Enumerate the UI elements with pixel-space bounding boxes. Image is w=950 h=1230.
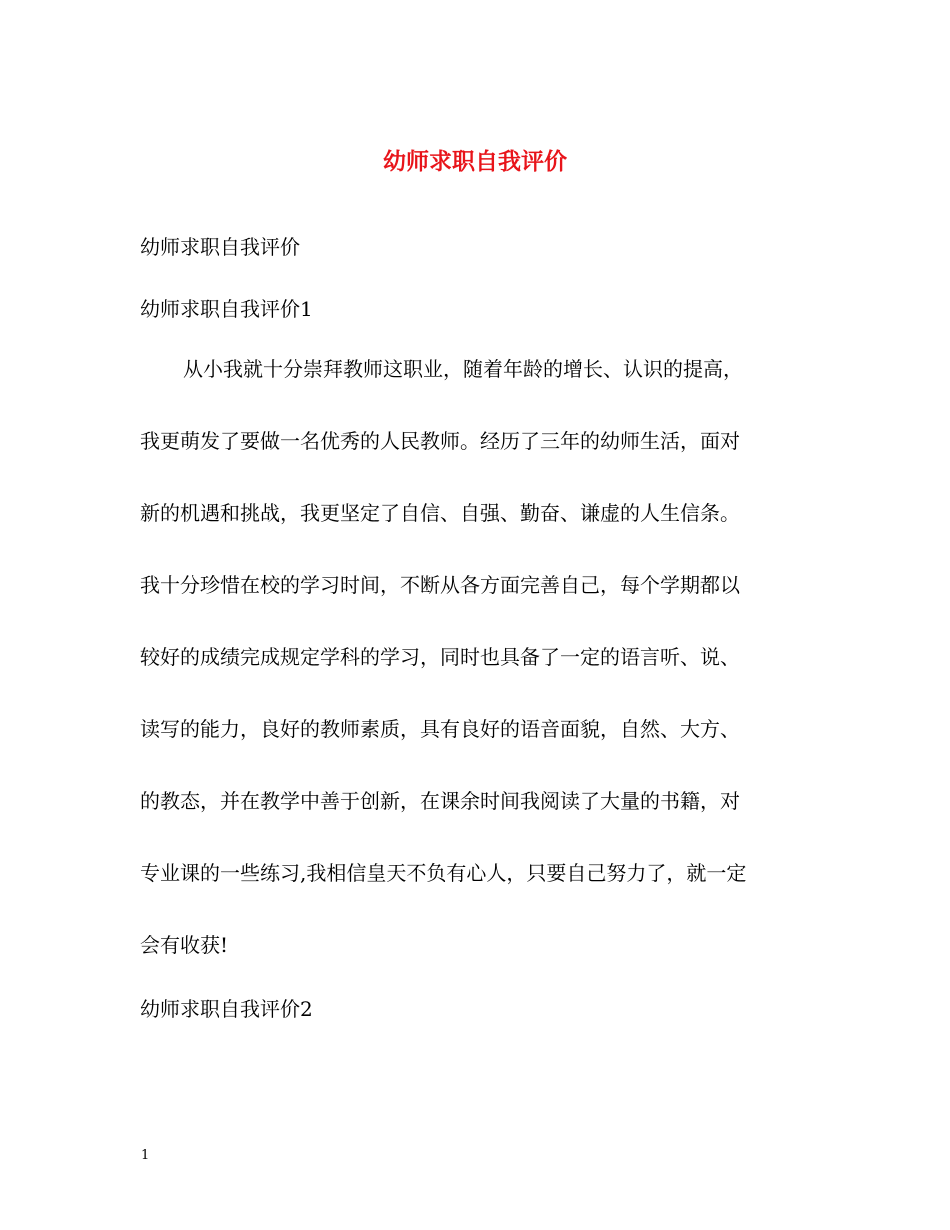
section-1-heading: 幼师求职自我评价1 <box>140 297 313 321</box>
paragraph-1-line: 较好的成绩完成规定学科的学习，同时也具备了一定的语言听、说、 <box>140 645 740 669</box>
paragraph-1-line: 的教态，并在教学中善于创新，在课余时间我阅读了大量的书籍，对 <box>140 789 740 813</box>
paragraph-1-line: 新的机遇和挑战，我更坚定了自信、自强、勤奋、谦虚的人生信条。 <box>140 501 740 525</box>
paragraph-1-line: 我十分珍惜在校的学习时间，不断从各方面完善自己，每个学期都以 <box>140 573 740 597</box>
document-title: 幼师求职自我评价 <box>383 148 567 175</box>
paragraph-1-line: 会有收获! <box>140 933 229 957</box>
document-heading: 幼师求职自我评价 <box>140 235 300 259</box>
paragraph-1-line: 从小我就十分崇拜教师这职业，随着年龄的增长、认识的提高， <box>183 357 743 381</box>
paragraph-1-line: 专业课的一些练习,我相信皇天不负有心人，只要自己努力了，就一定 <box>140 861 747 885</box>
paragraph-1-line: 我更萌发了要做一名优秀的人民教师。经历了三年的幼师生活，面对 <box>140 429 740 453</box>
paragraph-1-line: 读写的能力，良好的教师素质，具有良好的语音面貌，自然、大方、 <box>140 717 740 741</box>
section-2-heading: 幼师求职自我评价2 <box>140 997 313 1021</box>
page-number: 1 <box>141 1148 150 1163</box>
